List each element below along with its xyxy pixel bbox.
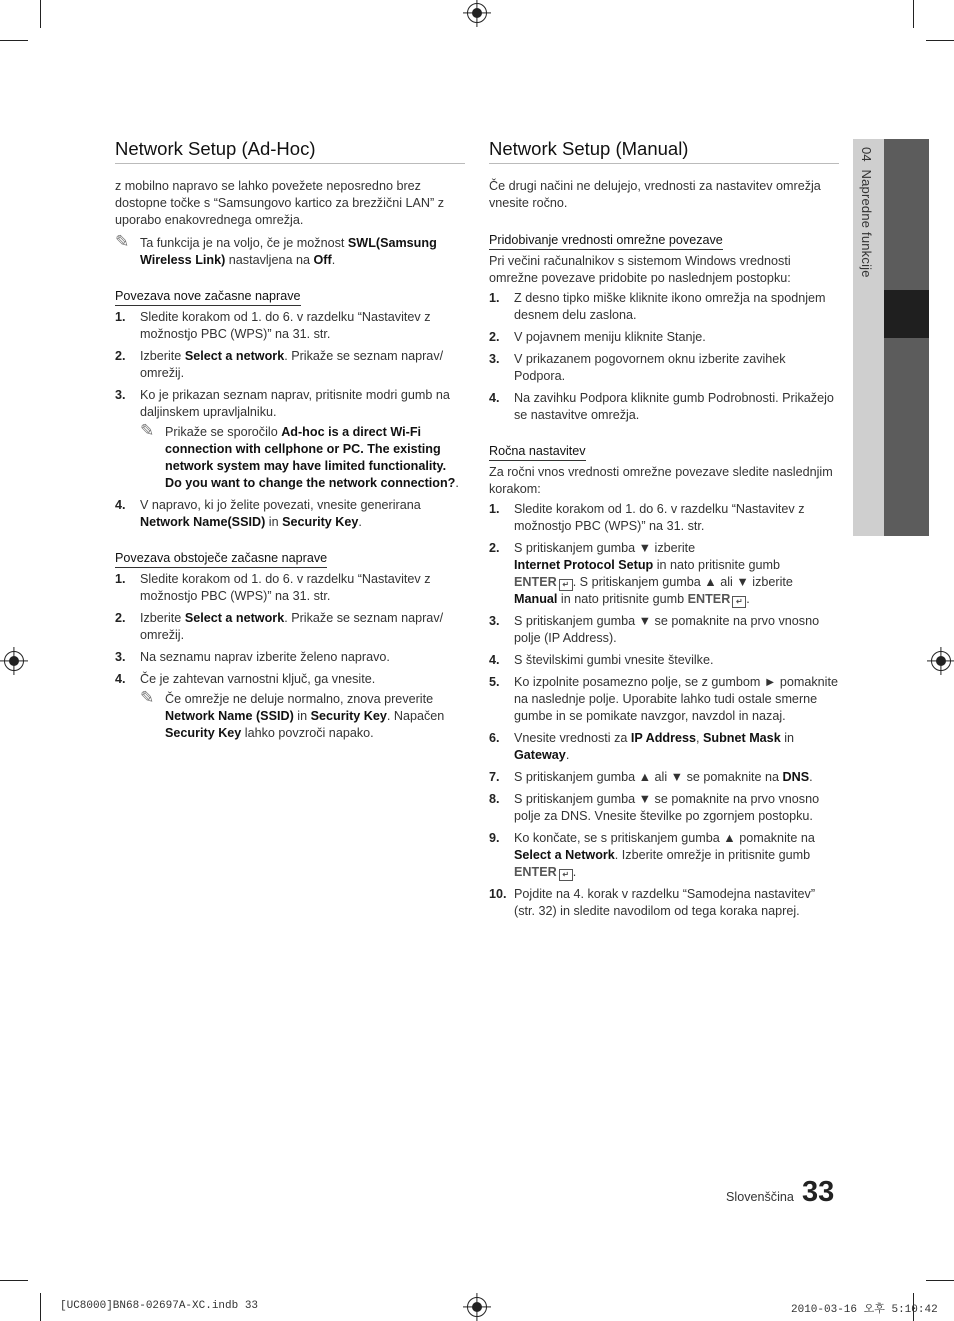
steps-new-device <box>115 309 465 531</box>
crop-mark <box>0 40 28 41</box>
subheading-existing-device: Povezava obstoječe začasne naprave <box>115 550 327 568</box>
list-item: 9. Ko končate, se s pritiskanjem gumba ▲ pomaknite na Select a Network. Izberite omrežje in pritisnite gumb ENTER ↵ . <box>489 831 815 879</box>
footer-language: Slovenščina <box>726 1190 794 1204</box>
chapter-side-tab <box>853 139 929 536</box>
crop-mark <box>913 0 914 28</box>
crop-mark <box>40 1293 41 1321</box>
enter-button-icon: ENTER ↵ <box>514 574 573 591</box>
imprint-file: [UC8000]BN68-02697A-XC.indb 33 <box>60 1300 259 1312</box>
steps-manual-setup <box>489 501 839 920</box>
crop-mark <box>926 1280 954 1281</box>
list-item: 4. Če je zahtevan varnostni ključ, ga vnesite. ✎ Če omrežje ne deluje normalno, znova preverite Network Name (SSID) in Security Key. Napačen Security Key lahko povzroči napako. <box>115 671 465 742</box>
list-item: 4. V napravo, ki jo želite povezati, vnesite generirana Network Name(SSID) in Security Key. <box>115 498 421 529</box>
steps-get-values <box>489 290 839 424</box>
subsection-intro: Pri večini računalnikov s sistemom Windows vrednosti omrežne povezave pridobite po naslednjem postopku: <box>489 254 791 285</box>
list-item: 6. Vnesite vrednosti za IP Address, Subnet Mask in Gateway. <box>489 731 795 762</box>
crop-mark <box>926 40 954 41</box>
registration-mark-icon <box>467 3 487 23</box>
list-item: 1. Sledite korakom od 1. do 6. v razdelku “Nastavitev z možnostjo PBC (WPS)” na 31. str. <box>115 572 431 603</box>
list-item: 3. Na seznamu naprav izberite želeno napravo. <box>115 650 390 664</box>
list-item: 1. Z desno tipko miške kliknite ikono omrežja na spodnjem desnem delu zaslona. <box>489 291 826 322</box>
list-item: 10. Pojdite na 4. korak v razdelku “Samodejna nastavitev” (str. 32) in sledite navodilom od tega koraka naprej. <box>489 887 816 918</box>
note: ✎ Prikaže se sporočilo Ad-hoc is a direct Wi-Fi connection with cellphone or PC. The existing network system may have limited functionality. Do you want to change the network connection?. <box>140 421 459 490</box>
section-heading-adhoc: Network Setup (Ad-Hoc) <box>115 138 465 164</box>
subheading-get-values: Pridobivanje vrednosti omrežne povezave <box>489 232 723 250</box>
list-item: 5. Ko izpolnite posamezno polje, se z gumbom ► pomaknite na naslednje polje. Uporabite lahko tudi ostale smerne gumbe in se pomikate navzgor, navzdol in nazaj. <box>489 675 838 723</box>
subheading-manual-setup: Ročna nastavitev <box>489 443 586 461</box>
intro-text: z mobilno napravo se lahko povežete neposredno brez dostopne točke s “Samsungovo kartico za brezžični LAN” z uporabo enakovrednega omrežja. <box>115 179 444 227</box>
list-item: 4. Na zavihku Podpora kliknite gumb Podrobnosti. Prikažejo se nastavitve omrežja. <box>489 391 834 422</box>
list-item: 3. Ko je prikazan seznam naprav, pritisnite modri gumb na daljinskem upravljalniku. ✎ Prikaže se sporočilo Ad-hoc is a direct Wi-Fi connection with cellphone or PC. The existing network system may have limited functionality. Do you want to change the network connection?. <box>115 387 465 492</box>
crop-mark <box>0 1280 28 1281</box>
list-item: 2. Izberite Select a network. Prikaže se seznam naprav/ omrežij. <box>115 349 444 380</box>
crop-mark <box>40 0 41 28</box>
intro-text: Če drugi načini ne delujejo, vrednosti za nastavitev omrežja vnesite ročno. <box>489 179 821 210</box>
note: ✎ Ta funkcija je na voljo, če je možnost SWL(Samsung Wireless Link) nastavljena na Off. <box>115 232 437 267</box>
registration-mark-icon <box>467 1297 487 1317</box>
registration-mark-icon <box>4 651 24 671</box>
list-item: 7. S pritiskanjem gumba ▲ ali ▼ se pomaknite na DNS. <box>489 770 813 784</box>
right-column <box>489 138 839 925</box>
subsection-intro: Za ročni vnos vrednosti omrežne povezave sledite naslednjim korakom: <box>489 465 833 496</box>
list-item: 8. S pritiskanjem gumba ▼ se pomaknite na prvo vnosno polje za DNS. Vnesite številke po zgornjem postopku. <box>489 792 820 823</box>
list-item: 4. S številskimi gumbi vnesite številke. <box>489 653 714 667</box>
subheading-new-device: Povezava nove začasne naprave <box>115 288 301 306</box>
list-item: 2. Izberite Select a network. Prikaže se seznam naprav/ omrežij. <box>115 611 444 642</box>
list-item: 2. V pojavnem meniju kliknite Stanje. <box>489 330 706 344</box>
enter-button-icon: ENTER ↵ <box>688 591 747 608</box>
note-pencil-icon: ✎ <box>115 232 130 251</box>
list-item: 3. S pritiskanjem gumba ▼ se pomaknite na prvo vnosno polje (IP Address). <box>489 614 820 645</box>
enter-button-icon: ENTER ↵ <box>514 864 573 881</box>
list-item: 2. S pritiskanjem gumba ▼ izberite Internet Protocol Setup in nato pritisnite gumb ENTER ↵ . S pritiskanjem gumba ▲ ali ▼ izberite Manual in nato pritisnite gumb ENTER ↵ . <box>489 541 793 606</box>
note-pencil-icon: ✎ <box>140 688 155 707</box>
list-item: 1. Sledite korakom od 1. do 6. v razdelku “Nastavitev z možnostjo PBC (WPS)” na 31. str. <box>489 502 805 533</box>
section-heading-manual: Network Setup (Manual) <box>489 138 839 164</box>
steps-existing-device <box>115 571 465 742</box>
left-column <box>115 138 465 747</box>
page-number: 33 <box>802 1176 835 1208</box>
note-pencil-icon: ✎ <box>140 421 155 440</box>
imprint-date: 2010-03-16 오후 5:10:42 <box>791 1304 938 1316</box>
chapter-label: 04 Napredne funkcije <box>859 147 874 278</box>
note: ✎ Če omrežje ne deluje normalno, znova preverite Network Name (SSID) in Security Key. Napačen Security Key lahko povzroči napako. <box>140 688 445 740</box>
registration-mark-icon <box>931 651 951 671</box>
list-item: 3. V prikazanem pogovornem oknu izberite zavihek Podpora. <box>489 352 786 383</box>
list-item: 1. Sledite korakom od 1. do 6. v razdelku “Nastavitev z možnostjo PBC (WPS)” na 31. str. <box>115 310 431 341</box>
